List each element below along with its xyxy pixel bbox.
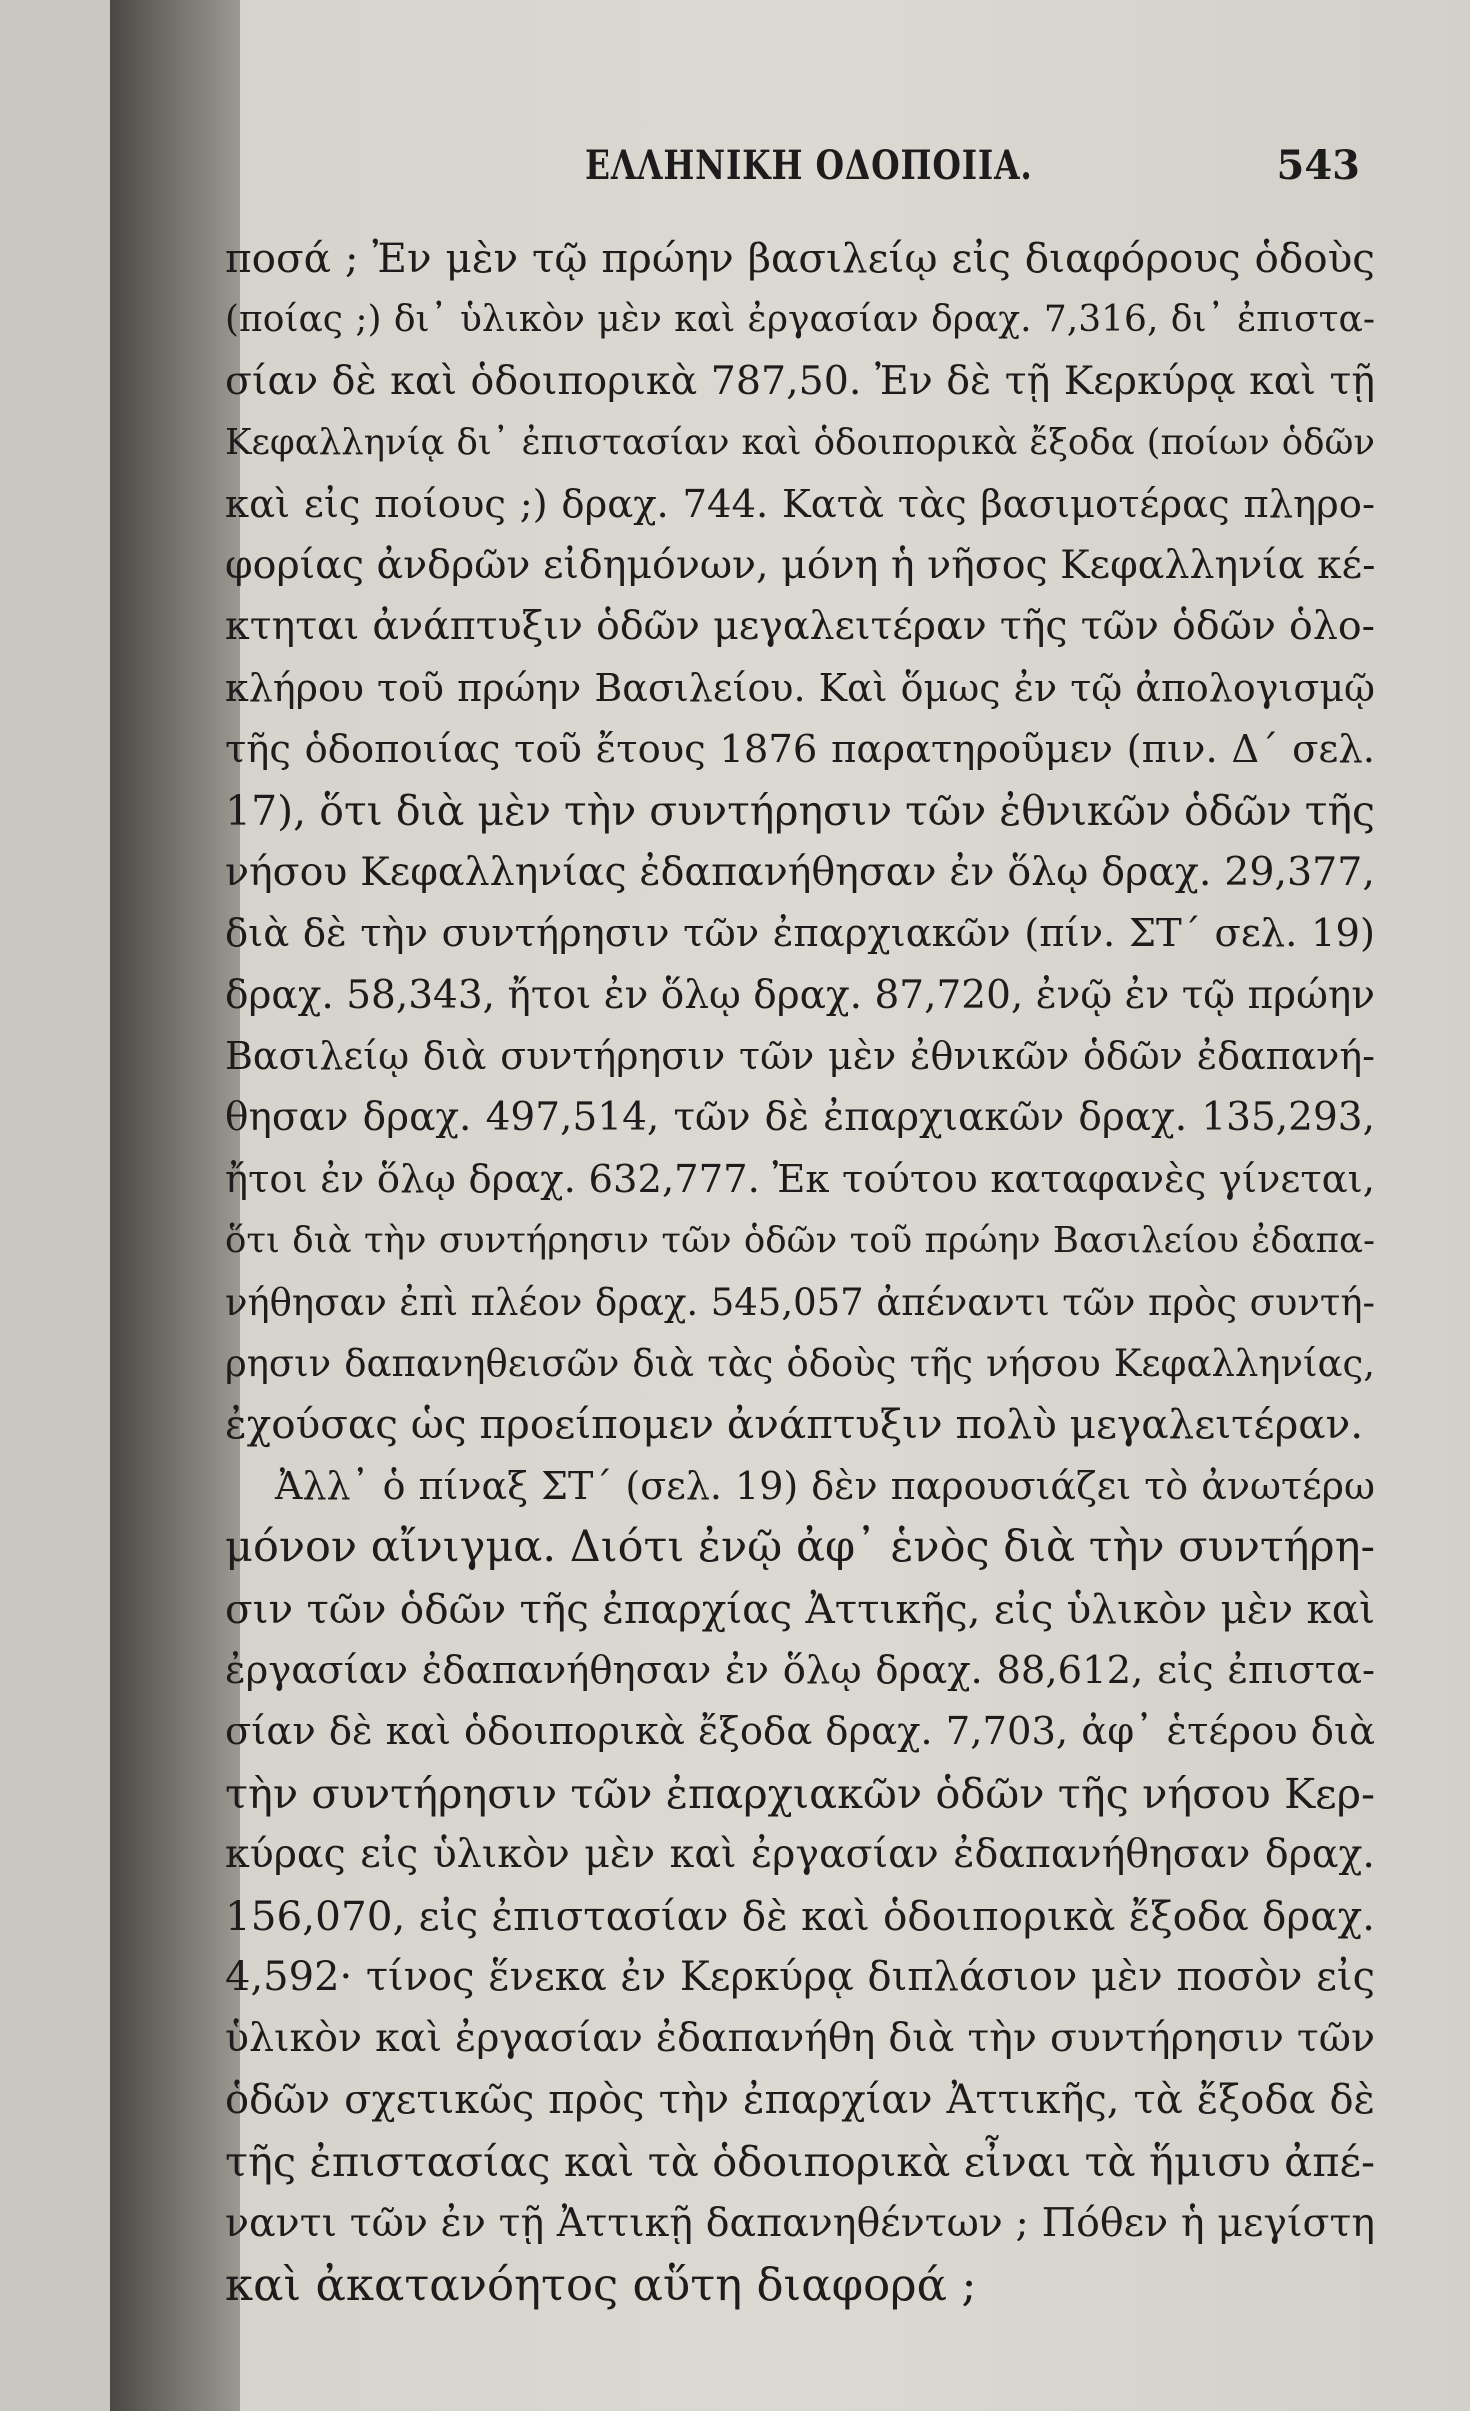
text-line: ἤτοι ἐν ὅλῳ δραχ. 632,777. Ἐκ τούτου καταφανὲς γίνεται, <box>225 1156 1375 1202</box>
text-line: νήσου Κεφαλληνίας ἐδαπανήθησαν ἐν ὅλῳ δραχ. 29,377, <box>225 848 1375 895</box>
text-line: ὁδῶν σχετικῶς πρὸς τὴν ἐπαρχίαν Ἀττικῆς, τὰ ἔξοδα δὲ <box>225 2076 1375 2123</box>
text-line: καὶ ἀκατανόητος αὕτη διαφορά ; <box>225 2257 977 2311</box>
body-text <box>225 228 1375 2315</box>
text-line: Ἀλλ᾽ ὁ πίναξ ΣΤ΄ (σελ. 19) δὲν παρουσιάζει τὸ ἀνωτέρω <box>275 1463 1375 1508</box>
text-line: δραχ. 58,343, ἤτοι ἐν ὅλῳ δραχ. 87,720, ἐνῷ ἐν τῷ πρώην <box>225 972 1375 1018</box>
text-line: μόνον αἴνιγμα. Διότι ἐνῷ ἀφ᾽ ἑνὸς διὰ τὴν συντήρη- <box>225 1522 1375 1573</box>
page-header <box>250 142 1360 202</box>
text-line: Βασιλείῳ διὰ συντήρησιν τῶν μὲν ἐθνικῶν ὁδῶν ἐδαπανή- <box>225 1034 1375 1079</box>
text-line: ναντι τῶν ἐν τῇ Ἀττικῇ δαπανηθέντων ; Πόθεν ἡ μεγίστη <box>225 2199 1375 2246</box>
text-line: ἐχούσας ὡς προείπομεν ἀνάπτυξιν πολὺ μεγαλειτέραν. <box>225 1400 1364 1449</box>
text-line: Κεφαλληνίᾳ δι᾽ ἐπιστασίαν καὶ ὁδοιπορικὰ ἔξοδα (ποίων ὁδῶν <box>225 422 1375 464</box>
text-line: κτηται ἀνάπτυξιν ὁδῶν μεγαλειτέραν τῆς τῶν ὁδῶν ὁλο- <box>225 603 1375 650</box>
text-line: 4,592· τίνος ἕνεκα ἐν Κερκύρᾳ διπλάσιον μὲν ποσὸν εἰς <box>225 1953 1375 2000</box>
gutter-shadow <box>110 0 240 2411</box>
text-line: ποσά ; Ἐν μὲν τῷ πρώην βασιλείῳ εἰς διαφόρους ὁδοὺς <box>225 234 1375 282</box>
text-line: φορίας ἀνδρῶν εἰδημόνων, μόνη ἡ νῆσος Κεφαλληνία κέ- <box>225 541 1376 588</box>
text-line: τὴν συντήρησιν τῶν ἐπαρχιακῶν ὁδῶν τῆς νήσου Κερ- <box>225 1768 1375 1818</box>
text-line: κύρας εἰς ὑλικὸν μὲν καὶ ἐργασίαν ἐδαπανήθησαν δραχ. <box>225 1831 1375 1878</box>
text-line: νήθησαν ἐπὶ πλέον δραχ. 545,057 ἀπέναντι τῶν πρὸς συντή- <box>225 1280 1375 1324</box>
running-head: ΕΛΛΗΝΙΚΗ ΟΔΟΠΟΙΙΑ. <box>585 142 1033 189</box>
text-line: ρησιν δαπανηθεισῶν διὰ τὰς ὁδοὺς τῆς νήσου Κεφαλληνίας, <box>225 1342 1375 1386</box>
text-line: σίαν δὲ καὶ ὁδοιπορικὰ 787,50. Ἐν δὲ τῇ Κερκύρᾳ καὶ τῇ <box>225 357 1375 404</box>
text-line: 17), ὅτι διὰ μὲν τὴν συντήρησιν τῶν ἐθνικῶν ὁδῶν τῆς <box>225 786 1375 835</box>
text-line: διὰ δὲ τὴν συντήρησιν τῶν ἐπαρχιακῶν (πίν. ΣΤ΄ σελ. 19) <box>225 911 1375 957</box>
text-line: ὅτι διὰ τὴν συντήρησιν τῶν ὁδῶν τοῦ πρώην Βασιλείου ἐδαπα- <box>225 1220 1375 1262</box>
page-number: 543 <box>1276 142 1360 189</box>
text-line: σιν τῶν ὁδῶν τῆς ἐπαρχίας Ἀττικῆς, εἰς ὑλικὸν μὲν καὶ <box>225 1584 1375 1633</box>
text-line: σίαν δὲ καὶ ὁδοιπορικὰ ἔξοδα δραχ. 7,703, ἀφ᾽ ἑτέρου διὰ <box>225 1709 1375 1755</box>
text-line: ὑλικὸν καὶ ἐργασίαν ἐδαπανήθη διὰ τὴν συντήρησιν τῶν <box>225 2015 1375 2062</box>
text-line: ἐργασίαν ἐδαπανήθησαν ἐν ὅλῳ δραχ. 88,612, εἰς ἐπιστα- <box>225 1647 1375 1693</box>
text-line: (ποίας ;) δι᾽ ὑλικὸν μὲν καὶ ἐργασίαν δραχ. 7,316, δι᾽ ἐπιστα- <box>225 299 1375 341</box>
text-line: καὶ εἰς ποίους ;) δραχ. 744. Κατὰ τὰς βασιμοτέρας πληρο- <box>225 481 1375 527</box>
text-line: 156,070, εἰς ἐπιστασίαν δὲ καὶ ὁδοιπορικὰ ἔξοδα δραχ. <box>225 1891 1375 1940</box>
text-line: κλήρου τοῦ πρώην Βασιλείου. Καὶ ὅμως ἐν τῷ ἀπολογισμῷ <box>225 665 1375 710</box>
text-line: τῆς ὁδοποιίας τοῦ ἔτους 1876 παρατηροῦμεν (πιν. Δ΄ σελ. <box>225 727 1375 773</box>
text-line: τῆς ἐπιστασίας καὶ τὰ ὁδοιπορικὰ εἶναι τὰ ἥμισυ ἀπέ- <box>225 2137 1375 2187</box>
text-line: θησαν δραχ. 497,514, τῶν δὲ ἐπαρχιακῶν δραχ. 135,293, <box>225 1095 1375 1141</box>
